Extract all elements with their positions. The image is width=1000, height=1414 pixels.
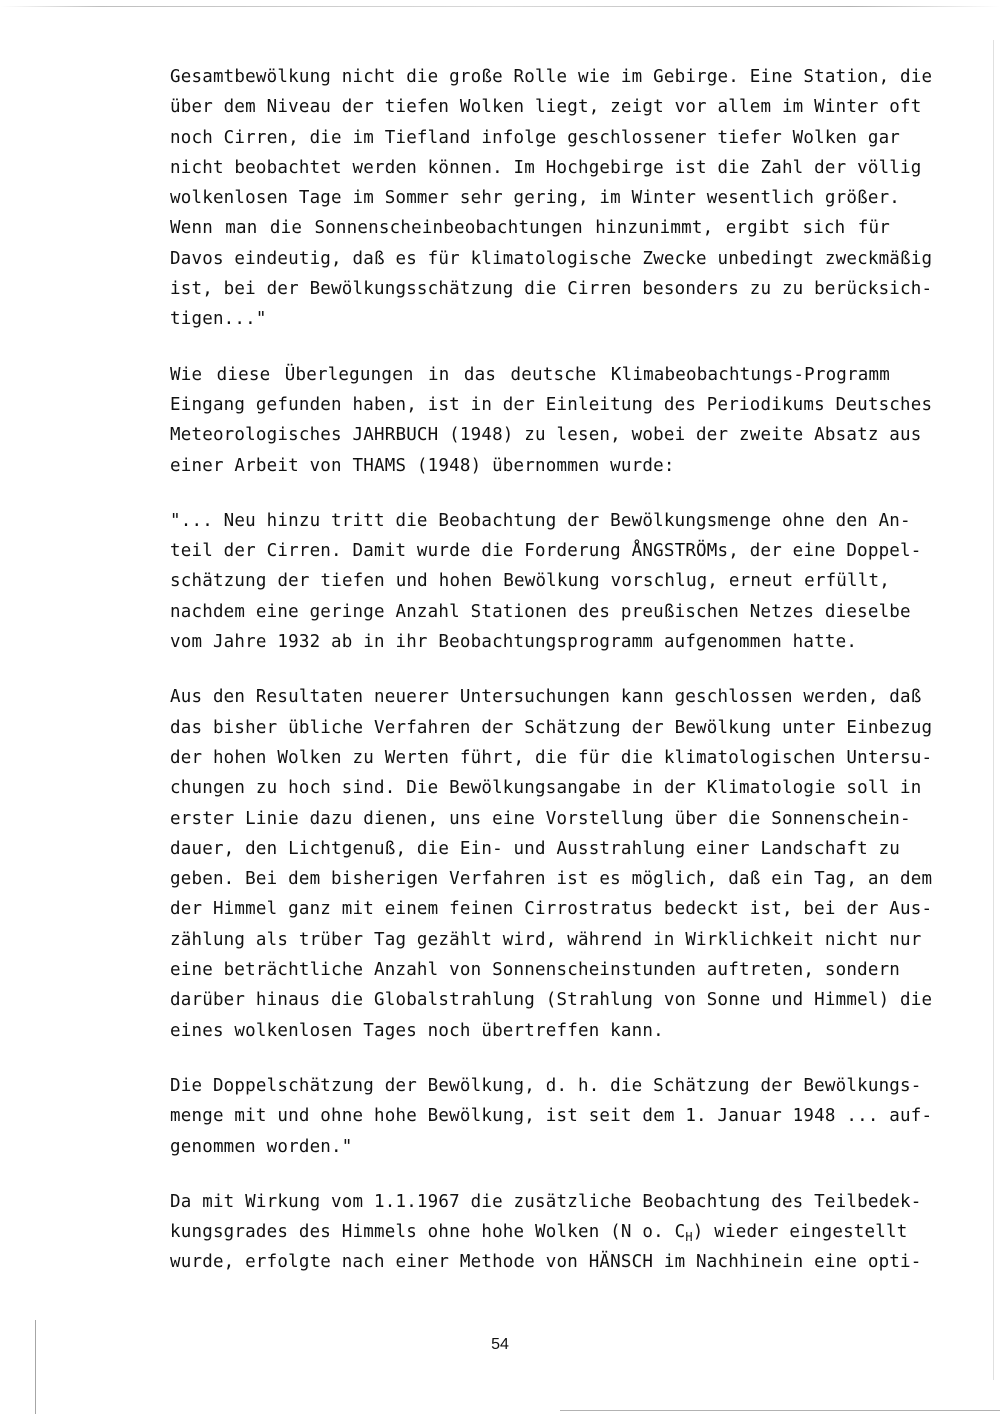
- text-line: Wie diese Überlegungen in das deutsche Klimabeobachtungs-Programm: [170, 364, 890, 385]
- scan-edge-top: [0, 6, 1000, 7]
- text-line: eine beträchtliche Anzahl von Sonnenscheinstunden auftreten, sondern: [170, 960, 901, 981]
- text-line: Eingang gefunden haben, ist in der Einleitung des Periodikums Deutsches: [170, 394, 933, 415]
- text-line: nachdem eine geringe Anzahl Stationen des preußischen Netzes dieselbe: [170, 601, 911, 622]
- text-line: geben. Bei dem bisherigen Verfahren ist es möglich, daß ein Tag, an dem: [170, 869, 933, 890]
- text-line: erster Linie dazu dienen, uns eine Vorstellung über die Sonnenschein-: [170, 808, 911, 829]
- text-line: vom Jahre 1932 ab in ihr Beobachtungsprogramm aufgenommen hatte.: [170, 632, 858, 653]
- text-line: noch Cirren, die im Tiefland infolge geschlossener tiefer Wolken gar: [170, 127, 901, 148]
- text-line: Aus den Resultaten neuerer Untersuchungen kann geschlossen werden, daß: [170, 687, 922, 708]
- text-line: tigen...": [170, 309, 267, 330]
- text-line: Die Doppelschätzung der Bewölkung, d. h. die Schätzung der Bewölkungs-: [170, 1075, 922, 1096]
- text-segment: kungsgrades des Himmels ohne hohe Wolken (N o. C: [170, 1222, 686, 1243]
- paragraph-1: [170, 62, 933, 335]
- text-line: über dem Niveau der tiefen Wolken liegt, zeigt vor allem im Winter oft: [170, 97, 922, 118]
- text-line: chungen zu hoch sind. Die Bewölkungsangabe in der Klimatologie soll in: [170, 778, 922, 799]
- text-line: wolkenlosen Tage im Sommer sehr gering, im Winter wesentlich größer.: [170, 188, 901, 209]
- scan-edge-left: [35, 1320, 36, 1414]
- text-line: zählung als trüber Tag gezählt wird, während in Wirklichkeit nicht nur: [170, 929, 922, 950]
- text-line: Davos eindeutig, daß es für klimatologische Zwecke unbedingt zweckmäßig: [170, 248, 933, 269]
- page-number: 54: [491, 1336, 509, 1353]
- text-line: genommen worden.": [170, 1136, 353, 1157]
- text-line: Da mit Wirkung vom 1.1.1967 die zusätzliche Beobachtung des Teilbedek-: [170, 1191, 922, 1212]
- text-line: wurde, erfolgte nach einer Methode von HÄNSCH im Nachhinein eine opti-: [170, 1252, 922, 1273]
- text-line: der Himmel ganz mit einem feinen Cirrostratus bedeckt ist, bei der Aus-: [170, 899, 933, 920]
- text-line: [170, 1217, 908, 1247]
- text-line: Wenn man die Sonnenscheinbeobachtungen hinzunimmt, ergibt sich für: [170, 218, 890, 239]
- text-line: ist, bei der Bewölkungsschätzung die Cirren besonders zu zu berücksich-: [170, 279, 933, 300]
- scan-edge-bottom: [560, 1410, 1000, 1411]
- text-line: dauer, den Lichtgenuß, die Ein- und Ausstrahlung einer Landschaft zu: [170, 838, 901, 859]
- paragraph-6: [170, 1187, 922, 1278]
- text-segment: ) wieder eingestellt: [692, 1222, 908, 1243]
- scan-edge-right: [993, 40, 994, 1380]
- text-line: nicht beobachtet werden können. Im Hochgebirge ist die Zahl der völlig: [170, 157, 922, 178]
- subscript-h: H: [685, 1230, 693, 1245]
- paragraph-4: [170, 682, 933, 1046]
- text-line: einer Arbeit von THAMS (1948) übernommen wurde:: [170, 455, 675, 476]
- text-line: darüber hinaus die Globalstrahlung (Strahlung von Sonne und Himmel) die: [170, 990, 933, 1011]
- paragraph-2: [170, 360, 933, 481]
- document-body: [170, 62, 933, 1278]
- text-line: "... Neu hinzu tritt die Beobachtung der Bewölkungsmenge ohne den An-: [170, 510, 911, 531]
- text-line: teil der Cirren. Damit wurde die Forderung ÅNGSTRÖMs, der eine Doppel-: [170, 541, 922, 562]
- paragraph-5: [170, 1071, 933, 1162]
- text-line: schätzung der tiefen und hohen Bewölkung vorschlug, erneut erfüllt,: [170, 571, 890, 592]
- quote-paragraph: [170, 506, 922, 657]
- text-line: Meteorologisches JAHRBUCH (1948) zu lesen, wobei der zweite Absatz aus: [170, 425, 922, 446]
- text-line: menge mit und ohne hohe Bewölkung, ist seit dem 1. Januar 1948 ... auf-: [170, 1106, 933, 1127]
- text-line: eines wolkenlosen Tages noch übertreffen kann.: [170, 1020, 664, 1041]
- text-line: das bisher übliche Verfahren der Schätzung der Bewölkung unter Einbezug: [170, 717, 933, 738]
- text-line: Gesamtbewölkung nicht die große Rolle wie im Gebirge. Eine Station, die: [170, 67, 933, 87]
- text-line: der hohen Wolken zu Werten führt, die für die klimatologischen Untersu-: [170, 747, 933, 768]
